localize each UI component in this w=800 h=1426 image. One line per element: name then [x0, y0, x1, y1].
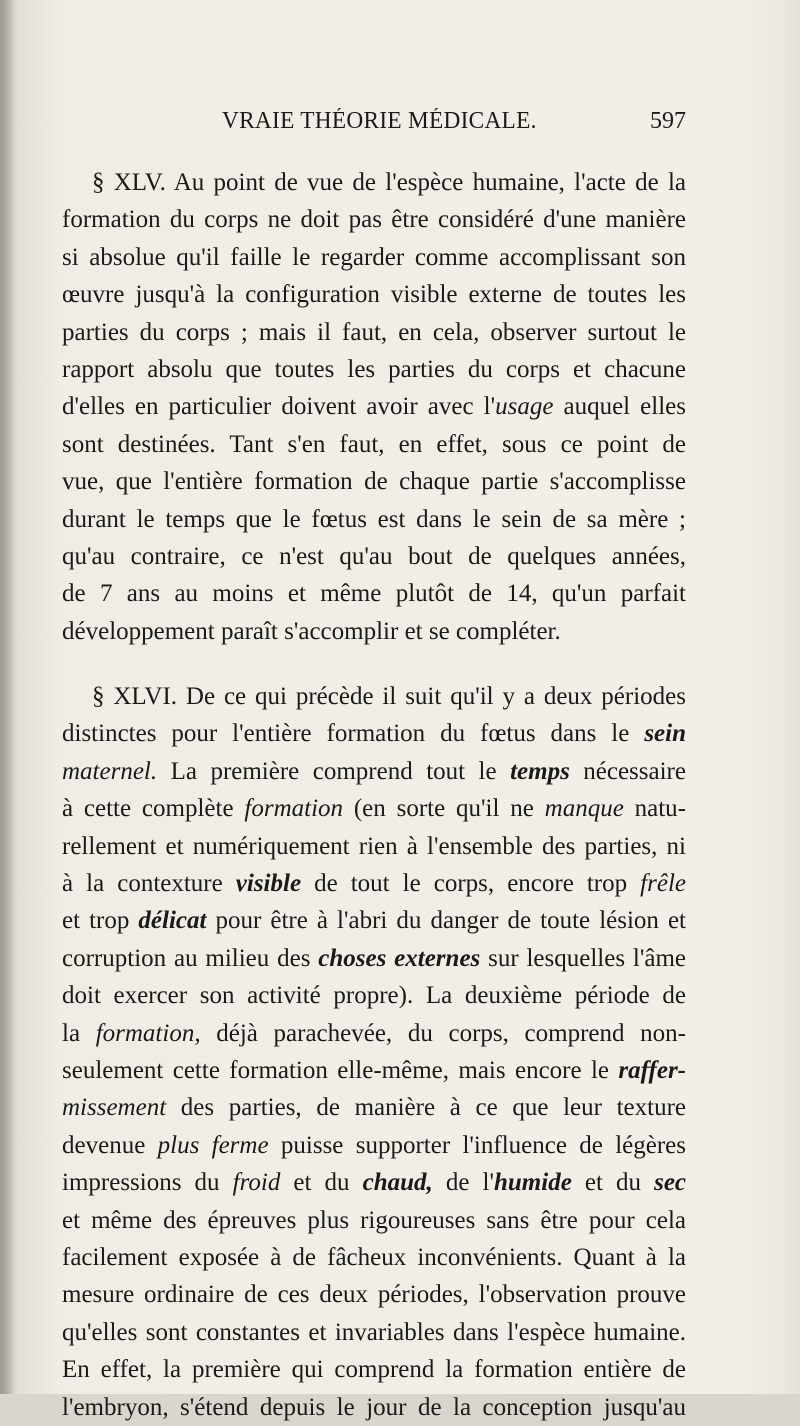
text-segment: formation du corps ne doit pas être considéré d'une manière — [62, 206, 686, 234]
text-segment: devenue — [62, 1131, 158, 1159]
text-segment: doit exercer son activité propre). La deuxième période de — [62, 982, 686, 1010]
text-segment: corruption au milieu des — [62, 944, 319, 972]
text-line — [62, 828, 686, 865]
text-segment: sont destinées. Tant s'en faut, en effet, sous ce point de — [62, 430, 686, 458]
text-segment: si absolue qu'il faille le regarder comme accomplissant son — [62, 243, 686, 271]
text-line — [62, 678, 686, 715]
text-line — [62, 977, 686, 1014]
text-line — [62, 239, 686, 276]
page-number: 597 — [650, 108, 686, 134]
text-segment: et trop — [62, 907, 139, 935]
emphasized-text: missement — [62, 1094, 167, 1122]
text-segment: déjà parachevée, du corps, comprend non- — [200, 1019, 686, 1047]
text-line — [62, 790, 686, 827]
emphasized-text: usage — [495, 393, 554, 421]
text-line — [62, 1052, 686, 1089]
text-segment: à la contexture — [62, 870, 236, 898]
text-line — [62, 1389, 686, 1426]
text-line — [62, 463, 686, 500]
emphasized-text: formation — [244, 795, 344, 823]
emphasized-text: chaud, — [362, 1169, 433, 1197]
emphasized-text: temps — [510, 757, 570, 785]
text-line — [62, 940, 686, 977]
text-line — [62, 715, 686, 752]
text-segment: rellement et numériquement rien à l'ensemble des parties, ni — [62, 832, 686, 860]
emphasized-text: formation, — [95, 1019, 201, 1047]
text-segment: vue, que l'entière formation de chaque partie s'accomplisse — [62, 468, 686, 496]
emphasized-text: manque — [544, 795, 624, 823]
emphasized-text: humide — [494, 1169, 572, 1197]
text-segment: impressions du — [62, 1169, 233, 1197]
emphasized-text: plus ferme — [157, 1131, 269, 1159]
text-line — [62, 1127, 686, 1164]
text-segment: facilement exposée à de fâcheux inconvénients. Quant à la — [62, 1243, 686, 1271]
text-segment: qu'elles sont constantes et invariables dans l'espèce humaine. — [62, 1318, 686, 1346]
running-header — [64, 108, 686, 142]
text-line — [62, 1015, 686, 1052]
text-segment: de tout le corps, encore trop — [301, 870, 641, 898]
text-line — [62, 164, 686, 201]
text-segment: de 7 ans au moins et même plutôt de 14, qu'un parfait — [62, 580, 686, 608]
text-segment: rapport absolu que toutes les parties du corps et chacune — [62, 355, 686, 383]
text-segment: parties du corps ; mais il faut, en cela, observer surtout le — [62, 318, 686, 346]
text-segment: et du — [571, 1169, 655, 1197]
text-segment: qu'au contraire, ce n'est qu'au bout de quelques années, — [62, 542, 686, 570]
text-segment: de l' — [432, 1169, 494, 1197]
text-segment: nécessaire — [569, 757, 686, 785]
emphasized-text: froid — [232, 1169, 281, 1197]
text-segment: sur lesquelles l'âme — [480, 944, 686, 972]
emphasized-text: sec — [654, 1169, 687, 1197]
text-segment: développement paraît s'accomplir et se compléter. — [62, 617, 561, 645]
text-segment: § XLV. Au point de vue de l'espèce humaine, l'acte de la — [92, 169, 686, 196]
text-line — [62, 1314, 686, 1351]
text-segment: seulement cette formation elle-même, mais encore le — [62, 1056, 619, 1084]
text-line — [62, 902, 686, 939]
text-line — [62, 501, 686, 538]
text-segment: et même des épreuves plus rigoureuses sans être pour cela — [62, 1206, 686, 1234]
running-title: VRAIE THÉORIE MÉDICALE. — [222, 108, 537, 134]
text-line — [62, 1276, 686, 1313]
text-segment: La première comprend tout le — [157, 757, 511, 785]
text-line — [62, 1164, 686, 1201]
text-segment: auquel elles — [553, 393, 686, 421]
text-segment: durant le temps que le fœtus est dans le sein de sa mère ; — [62, 505, 686, 533]
text-segment: la — [62, 1019, 96, 1047]
text-segment: pour être à l'abri du danger de toute lésion et — [206, 907, 686, 935]
text-segment: à cette complète — [62, 795, 245, 823]
text-line — [62, 865, 686, 902]
text-segment: puisse supporter l'influence de légères — [268, 1131, 686, 1159]
text-segment: § XLVI. De ce qui précède il suit qu'il y a deux périodes — [92, 683, 686, 711]
emphasized-text: délicat — [138, 907, 207, 935]
emphasized-text: maternel. — [62, 757, 158, 785]
text-line — [62, 1202, 686, 1239]
text-line — [62, 426, 686, 463]
text-segment: d'elles en particulier doivent avoir avec l' — [62, 393, 496, 421]
emphasized-text: visible — [235, 870, 302, 898]
emphasized-text: frêle — [640, 870, 686, 898]
text-line — [62, 276, 686, 313]
page-gutter-shadow — [0, 0, 14, 1394]
emphasized-text: raffer- — [618, 1056, 686, 1084]
text-line — [62, 613, 686, 650]
text-line — [62, 753, 686, 790]
text-line — [62, 1351, 686, 1388]
body-text — [62, 164, 686, 1426]
text-segment: mesure ordinaire de ces deux périodes, l'observation prouve — [62, 1281, 686, 1309]
text-line — [62, 538, 686, 575]
text-line — [62, 351, 686, 388]
text-line — [62, 314, 686, 351]
text-segment: des parties, de manière à ce que leur texture — [166, 1094, 686, 1122]
text-segment: œuvre jusqu'à la configuration visible externe de toutes les — [62, 281, 686, 309]
text-segment: et du — [280, 1169, 363, 1197]
text-segment: natu- — [623, 795, 687, 823]
emphasized-text: choses externes — [318, 944, 481, 972]
text-segment: (en sorte qu'il ne — [343, 795, 545, 823]
text-segment: distinctes pour l'entière formation du fœtus dans le — [62, 720, 645, 748]
text-segment: l'embryon, s'étend depuis le jour de la conception jusqu'au — [62, 1393, 686, 1421]
text-line — [62, 1239, 686, 1276]
emphasized-text: sein — [644, 720, 686, 748]
text-line — [62, 1089, 686, 1126]
text-segment: En effet, la première qui comprend la formation entière de — [62, 1356, 686, 1384]
text-line — [62, 575, 686, 612]
text-line — [62, 201, 686, 238]
text-line — [62, 388, 686, 425]
